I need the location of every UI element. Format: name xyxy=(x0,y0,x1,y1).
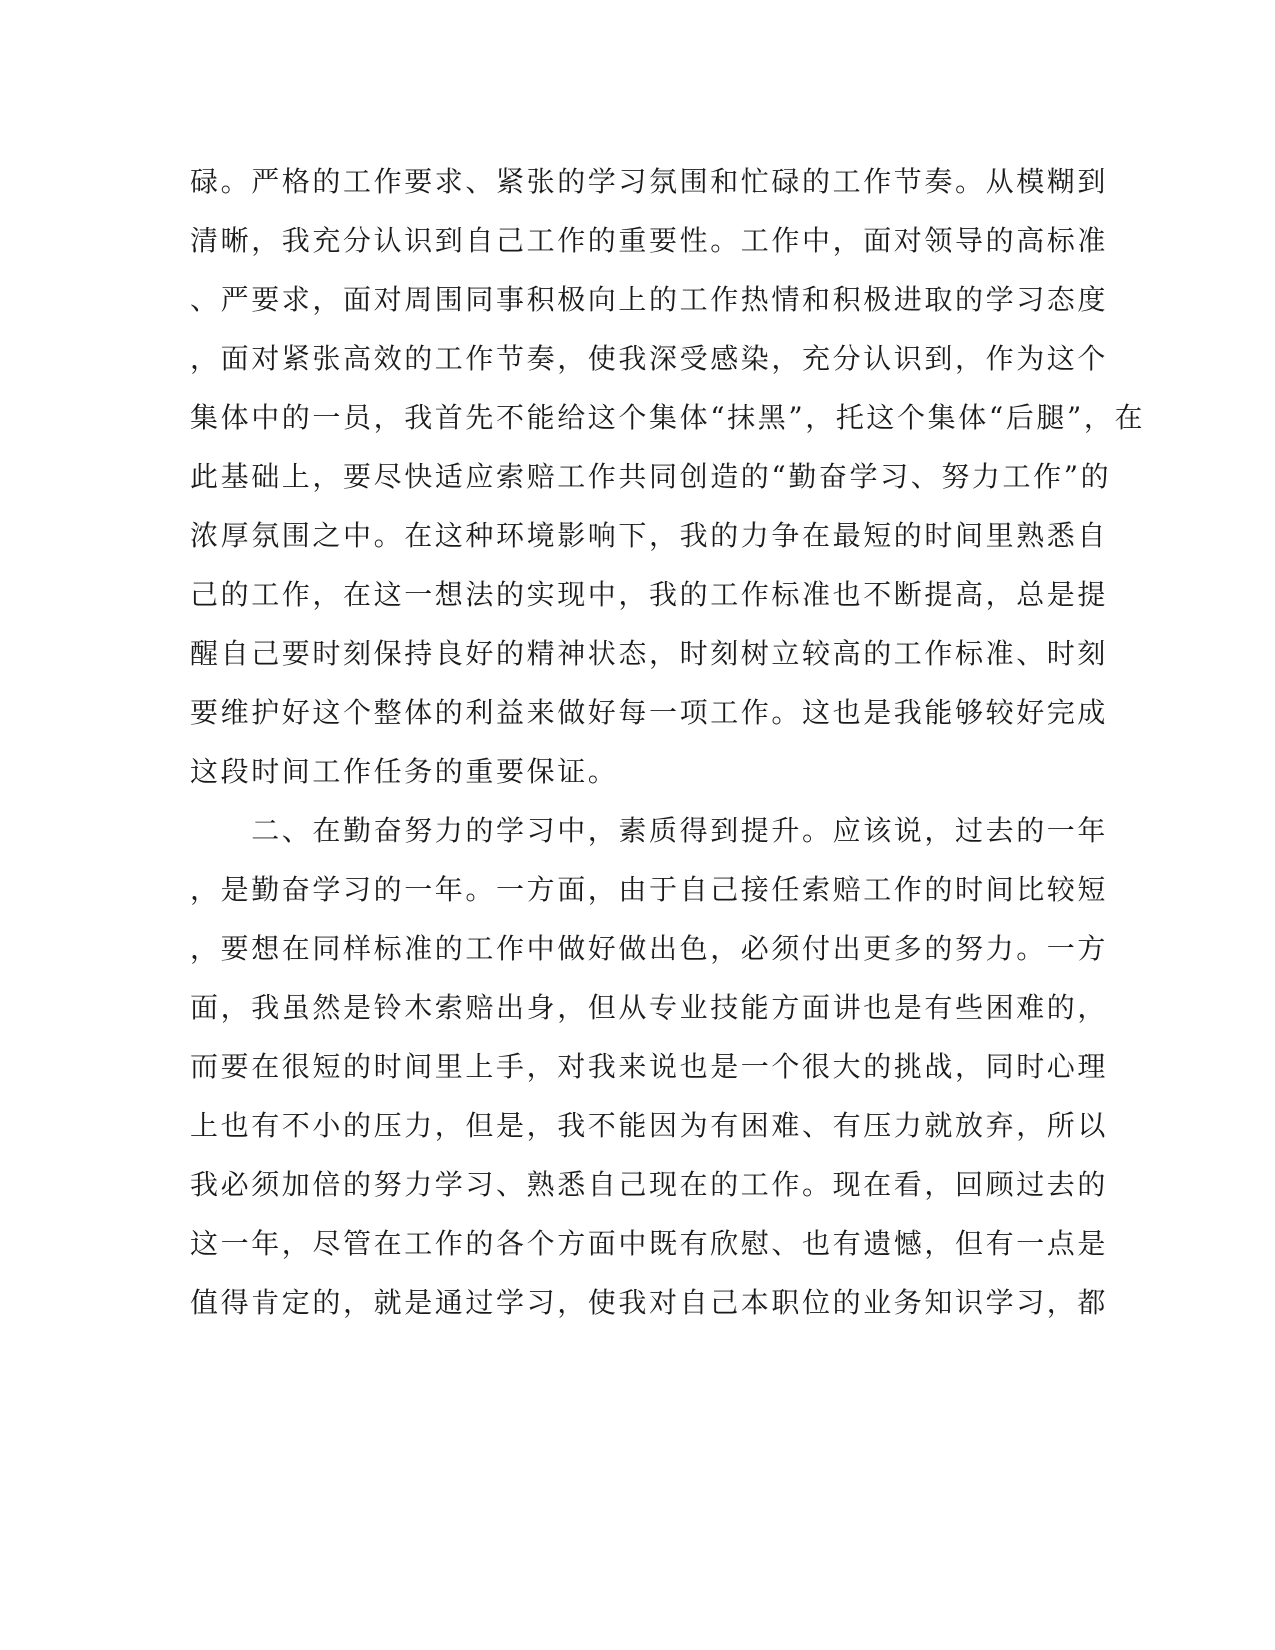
text-line: 碌。严格的工作要求、紧张的学习氛围和忙碌的工作节奏。从模糊到 xyxy=(190,165,1109,198)
text-line: 要维护好这个整体的利益来做好每一项工作。这也是我能够较好完成 xyxy=(190,696,1109,729)
text-line: 上也有不小的压力，但是，我不能因为有困难、有压力就放弃，所以 xyxy=(190,1109,1109,1142)
text-line: 己的工作，在这一想法的实现中，我的工作标准也不断提高，总是提 xyxy=(190,578,1109,611)
text-line: 醒自己要时刻保持良好的精神状态，时刻树立较高的工作标准、时刻 xyxy=(190,637,1109,670)
text-line: 我必须加倍的努力学习、熟悉自己现在的工作。现在看，回顾过去的 xyxy=(190,1168,1109,1201)
text-line: ，是勤奋学习的一年。一方面，由于自己接任索赔工作的时间比较短 xyxy=(190,873,1109,906)
text-line: 集体中的一员，我首先不能给这个集体“抹黑”，托这个集体“后腿”，在 xyxy=(190,401,1146,434)
text-line: ，要想在同样标准的工作中做好做出色，必须付出更多的努力。一方 xyxy=(190,932,1109,965)
text-line: 浓厚氛围之中。在这种环境影响下，我的力争在最短的时间里熟悉自 xyxy=(190,519,1109,552)
text-line: 这一年，尽管在工作的各个方面中既有欣慰、也有遗憾，但有一点是 xyxy=(190,1227,1109,1260)
text-line: 此基础上，要尽快适应索赔工作共同创造的“勤奋学习、努力工作”的 xyxy=(190,460,1112,493)
text-line: 、严要求，面对周围同事积极向上的工作热情和积极进取的学习态度 xyxy=(190,283,1109,316)
text-line: 二、在勤奋努力的学习中，素质得到提升。应该说，过去的一年 xyxy=(190,814,1109,847)
text-line: 值得肯定的，就是通过学习，使我对自己本职位的业务知识学习，都 xyxy=(190,1286,1109,1319)
text-line: 清晰，我充分认识到自己工作的重要性。工作中，面对领导的高标准 xyxy=(190,224,1109,257)
text-line: 面，我虽然是铃木索赔出身，但从专业技能方面讲也是有些困难的， xyxy=(190,991,1109,1024)
text-line: ，面对紧张高效的工作节奏，使我深受感染，充分认识到，作为这个 xyxy=(190,342,1109,375)
text-line: 这段时间工作任务的重要保证。 xyxy=(190,755,619,788)
text-line: 而要在很短的时间里上手，对我来说也是一个很大的挑战，同时心理 xyxy=(190,1050,1109,1083)
